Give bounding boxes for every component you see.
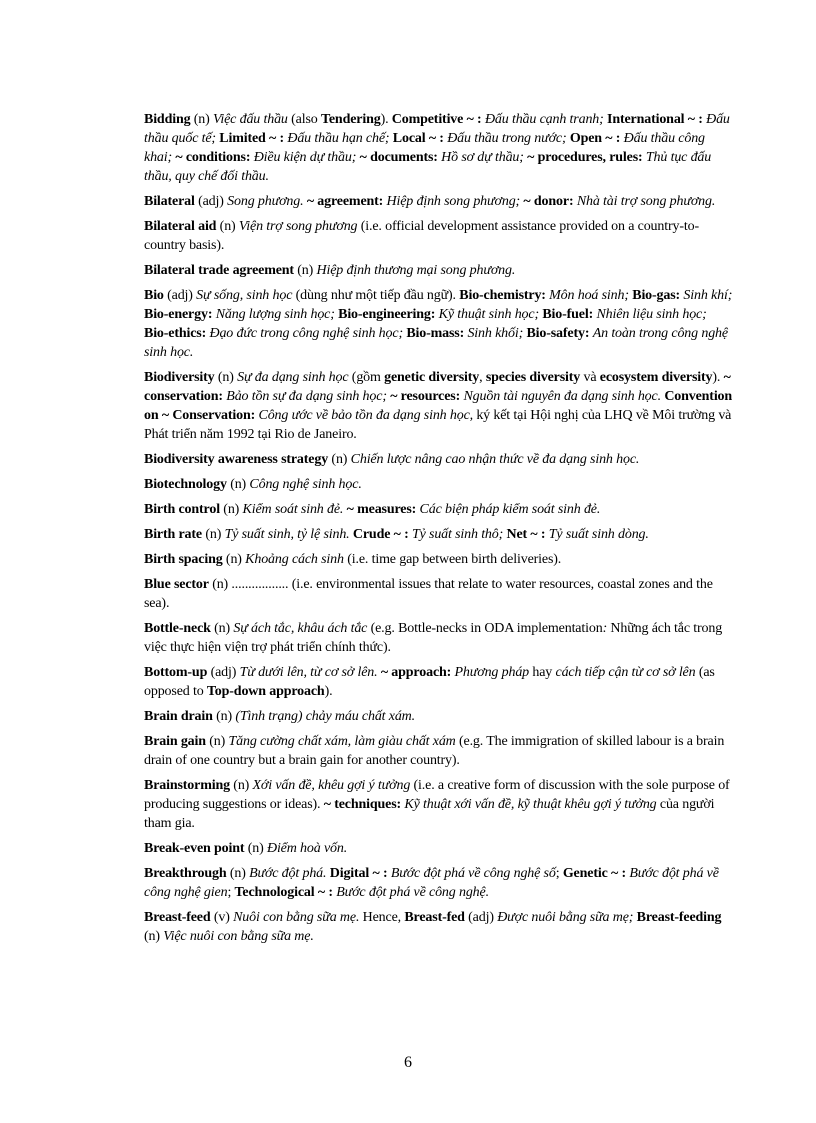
text: ;	[555, 866, 563, 881]
translation: Được nuôi bằng sữa mẹ;	[497, 910, 634, 925]
text: (adj)	[163, 288, 197, 303]
translation: Nguồn tài nguyên đa dạng sinh học.	[463, 389, 661, 404]
text: Hence,	[359, 910, 405, 925]
glossary-entry-bidding	[144, 110, 734, 186]
text: (i.e. time gap between birth deliveries).	[343, 552, 562, 567]
glossary-entry-bilateral-trade-agreement	[144, 261, 734, 280]
translation: Việc đấu thầu	[213, 112, 288, 127]
term: Brain drain	[144, 709, 213, 724]
term: ~ donor:	[523, 194, 574, 209]
translation: Đấu thầu công khai;	[144, 131, 705, 165]
term: Brainstorming	[144, 778, 230, 793]
text: (n)	[190, 112, 214, 127]
translation: Bảo tồn sự đa dạng sinh học;	[226, 389, 387, 404]
term: Breast-fed	[404, 910, 465, 925]
glossary-entry-bilateral	[144, 192, 734, 211]
text: của người tham gia.	[144, 797, 715, 831]
translation: Sự sống, sinh học	[196, 288, 293, 303]
term: Breast-feed	[144, 910, 211, 925]
term: ~ measures:	[346, 502, 417, 517]
text: (n)	[244, 841, 267, 856]
text: (i.e. official development assistance provided on a country-to-country basis).	[144, 219, 699, 253]
term: Crude ~ :	[352, 527, 409, 542]
term: Bio-safety:	[526, 326, 590, 341]
translation: Đạo đức trong công nghệ sinh học;	[209, 326, 403, 341]
translation: :	[602, 621, 608, 636]
text: (v)	[210, 910, 234, 925]
term: International ~ :	[607, 112, 703, 127]
translation: Khoảng cách sinh	[245, 552, 344, 567]
translation: Công ước về bảo tồn đa dạng sinh học,	[258, 408, 473, 423]
term: ~ resources:	[390, 389, 461, 404]
term: species diversity	[485, 370, 581, 385]
term: Bilateral trade agreement	[144, 263, 294, 278]
translation: (Tình trạng) chảy máu chất xám.	[235, 709, 415, 724]
page-number: 6	[404, 1054, 412, 1071]
term: genetic diversity	[384, 370, 480, 385]
term: ~ agreement:	[306, 194, 384, 209]
translation: Sự đa dạng sinh học	[237, 370, 349, 385]
glossary-entry-blue-sector	[144, 575, 734, 613]
text: ;	[227, 885, 235, 900]
translation: Bước đột phá.	[249, 866, 327, 881]
glossary-entry-bottom-up	[144, 663, 734, 701]
translation: cách tiếp cận từ cơ sở lên	[555, 665, 696, 680]
glossary-entry-brain-gain	[144, 732, 734, 770]
translation: Sự ách tắc, khâu ách tắc	[233, 621, 368, 636]
translation: Điểm hoà vốn.	[266, 841, 348, 856]
text: Những ách tắc trong việc thực hiện viện trợ phát triển chính thức).	[144, 621, 723, 655]
translation: Hiệp định song phương;	[386, 194, 521, 209]
term: Bio-ethics:	[144, 326, 207, 341]
term: Net ~ :	[506, 527, 546, 542]
translation: Đấu thầu trong nước;	[447, 131, 567, 146]
term: ecosystem diversity	[599, 370, 713, 385]
text: (n)	[229, 778, 253, 793]
glossary-entry-biotechnology	[144, 475, 734, 494]
text: (n)	[210, 621, 234, 636]
term: Bilateral aid	[144, 219, 217, 234]
term: Digital ~ :	[329, 866, 388, 881]
text: (adj)	[207, 665, 240, 680]
term: Top-down approach	[206, 684, 325, 699]
term: Bio	[144, 288, 164, 303]
translation: Sinh khí;	[683, 288, 733, 303]
term: Biodiversity	[144, 370, 215, 385]
term: ~ conditions:	[175, 150, 251, 165]
translation: Xới vấn đề, khêu gợi ý tưởng	[252, 778, 411, 793]
glossary-entry-biodiversity-awareness-strategy	[144, 450, 734, 469]
term: Bio-fuel:	[542, 307, 594, 322]
glossary-entry-brain-drain	[144, 707, 734, 726]
term: Open ~ :	[569, 131, 621, 146]
translation: Điều kiện dự thầu;	[253, 150, 357, 165]
term: Bio-gas:	[632, 288, 681, 303]
text: (n)	[212, 709, 236, 724]
translation: An toàn trong công nghệ sinh học.	[144, 326, 728, 360]
term: Biodiversity awareness strategy	[144, 452, 329, 467]
term: Bio-chemistry:	[459, 288, 546, 303]
text: (n)	[201, 527, 225, 542]
translation: Kỹ thuật sinh học;	[438, 307, 539, 322]
text: (as opposed to	[144, 665, 715, 699]
translation: Bước đột phá về công nghệ gien	[144, 866, 719, 900]
translation: Tỷ suất sinh, tỷ lệ sinh.	[224, 527, 350, 542]
text: (n)	[222, 552, 246, 567]
translation: Bước đột phá về công nghệ.	[336, 885, 489, 900]
translation: Năng lượng sinh học;	[215, 307, 335, 322]
term: Break-even point	[144, 841, 245, 856]
term: Limited ~ :	[219, 131, 285, 146]
term: Birth control	[144, 502, 220, 517]
translation: Kỹ thuật xới vấn đề, kỹ thuật khêu gợi ý tưởng	[404, 797, 657, 812]
text: và	[580, 370, 600, 385]
text: (n)	[216, 219, 239, 234]
text: (n)	[205, 734, 229, 749]
glossary-entry-break-even-point	[144, 839, 734, 858]
translation: Công nghệ sinh học.	[249, 477, 362, 492]
term: Brain gain	[144, 734, 206, 749]
glossary-entry-birth-spacing	[144, 550, 734, 569]
term: Bottle-neck	[144, 621, 211, 636]
term: Breast-feeding	[636, 910, 722, 925]
term: ~ documents:	[359, 150, 438, 165]
translation: Song phương.	[227, 194, 304, 209]
term: ~ techniques:	[323, 797, 402, 812]
translation: Nhiên liệu sinh học;	[596, 307, 707, 322]
text: (adj)	[194, 194, 228, 209]
term: Birth rate	[144, 527, 202, 542]
term: Bottom-up	[144, 665, 208, 680]
translation: Viện trợ song phương	[238, 219, 358, 234]
term: Bilateral	[144, 194, 195, 209]
translation: Việc nuôi con bằng sữa mẹ.	[163, 929, 314, 944]
term: Bidding	[144, 112, 191, 127]
translation: Từ dưới lên, từ cơ sở lên.	[239, 665, 378, 680]
glossary-entry-bilateral-aid	[144, 217, 734, 255]
translation: Phương pháp	[454, 665, 530, 680]
translation: Đấu thầu quốc tế;	[144, 112, 730, 146]
translation: Tỷ suất sinh dòng.	[548, 527, 649, 542]
term: ~ procedures, rules:	[527, 150, 643, 165]
term: ~ conservation:	[144, 370, 731, 404]
text: ).	[324, 684, 333, 699]
translation: Tăng cường chất xám, làm giàu chất xám	[228, 734, 456, 749]
translation: Kiểm soát sinh đẻ.	[242, 502, 344, 517]
text: ).	[712, 370, 724, 385]
glossary-entry-breast-feed	[144, 908, 734, 946]
glossary-entry-biodiversity	[144, 368, 734, 444]
text: (n)	[226, 477, 250, 492]
term: Bio-mass:	[406, 326, 465, 341]
translation: Môn hoá sinh;	[549, 288, 629, 303]
text: (n)	[293, 263, 317, 278]
translation: Bước đột phá về công nghệ số	[390, 866, 556, 881]
term: Biotechnology	[144, 477, 227, 492]
term: Convention on ~ Conservation:	[144, 389, 733, 423]
text: (n)	[219, 502, 243, 517]
translation: Nuôi con bằng sữa mẹ.	[233, 910, 360, 925]
translation: Nhà tài trợ song phương.	[576, 194, 716, 209]
glossary-entry-breakthrough	[144, 864, 734, 902]
translation: Thủ tục đấu thầu, quy chế đối thầu.	[144, 150, 712, 184]
text: ).	[380, 112, 392, 127]
term: Local ~ :	[392, 131, 444, 146]
glossary-entry-birth-control	[144, 500, 734, 519]
translation: Sinh khối;	[467, 326, 524, 341]
translation: Hồ sơ dự thầu;	[441, 150, 524, 165]
glossary-entry-birth-rate	[144, 525, 734, 544]
term: Tendering	[320, 112, 381, 127]
text: (adj)	[464, 910, 498, 925]
translation: Đấu thầu cạnh tranh;	[484, 112, 604, 127]
text: (dùng như một tiếp đầu ngữ).	[292, 288, 460, 303]
text: (e.g. The immigration of skilled labour is a brain drain of one country but a brain gain for another country).	[144, 734, 725, 768]
glossary-entry-brainstorming	[144, 776, 734, 833]
glossary-entries	[144, 110, 734, 946]
glossary-entry-bio	[144, 286, 734, 362]
text: ký kết tại Hội nghị của LHQ về Môi trường và Phát triển năm 1992 tại Rio de Janeiro.	[144, 408, 732, 442]
term: Competitive ~ :	[391, 112, 482, 127]
text: (also	[287, 112, 321, 127]
term: Birth spacing	[144, 552, 223, 567]
term: Bio-energy:	[144, 307, 213, 322]
term: Bio-engineering:	[338, 307, 436, 322]
translation: Các biện pháp kiểm soát sinh đẻ.	[419, 502, 601, 517]
text: (n) ................. (i.e. environmental issues that relate to water resources, coastal zones and the sea).	[144, 577, 713, 611]
text: (n)	[144, 929, 164, 944]
text: (e.g. Bottle-necks in ODA implementation	[367, 621, 603, 636]
text: (gồm	[348, 370, 385, 385]
text: hay	[529, 665, 556, 680]
text: ,	[479, 370, 486, 385]
term: Genetic ~ :	[562, 866, 626, 881]
text: (i.e. a creative form of discussion with the sole purpose of producing suggestions or ideas).	[144, 778, 730, 812]
translation: Hiệp định thương mại song phương.	[316, 263, 516, 278]
text: (n)	[328, 452, 351, 467]
term: Breakthrough	[144, 866, 227, 881]
term: Technological ~ :	[234, 885, 333, 900]
glossary-page	[144, 110, 734, 952]
translation: Tỷ suất sinh thô;	[411, 527, 504, 542]
text: (n)	[226, 866, 250, 881]
glossary-entry-bottle-neck	[144, 619, 734, 657]
translation: Chiến lược nâng cao nhận thức về đa dạng sinh học.	[350, 452, 640, 467]
term: ~ approach:	[380, 665, 452, 680]
translation: Đấu thầu hạn chế;	[287, 131, 390, 146]
text: (n)	[214, 370, 238, 385]
term: Blue sector	[144, 577, 209, 592]
